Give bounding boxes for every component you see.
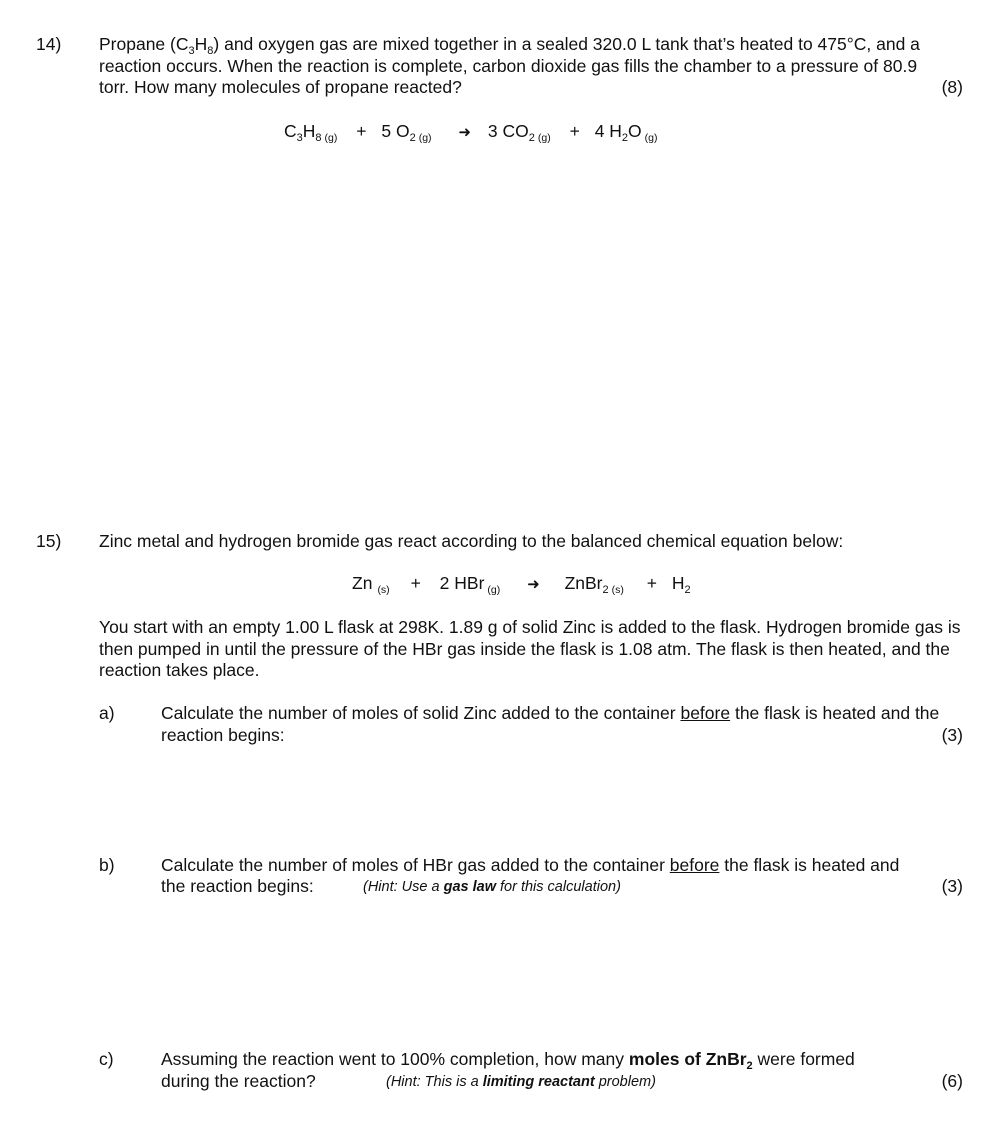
q15c-bold: moles of ZnBr$_2$ [628,1049,753,1072]
q15c-text-line2: during the reaction? [161,1071,316,1091]
q15c-text-line1: Assuming the reaction went to 100% completion, how many moles of ZnBr$_2$ were formed [161,1049,855,1072]
q15-eq-arrow: ➜ [527,576,540,593]
q15c-points: (6) [941,1071,963,1091]
q15a-label: a) [99,703,115,723]
q15b-points: (3) [941,876,963,896]
q15-eq-plus: + [410,573,421,593]
q15b-text-line2: the reaction begins: [161,876,314,896]
q15-equation [352,573,691,596]
q15c-label: c) [99,1049,114,1069]
q15-eq-plus: + [646,573,657,593]
q15-number: 15) [36,531,62,551]
q15b-label: b) [99,855,115,875]
q14-eq-co2: 3 $CO_2$ (g) [487,121,551,144]
q15-setup: You start with an empty 1.00 L flask at 298K. 1.89 g of solid Zinc is added to the flask. Hydrogen bromide gas is then pumped in until the pressure of the HBr gas inside the flask is 1.08 atm. The flask is then heated, and the reaction takes place. [99,617,961,680]
q14-text [99,34,949,99]
q14-text-part: H [194,34,208,54]
q14-equation [284,121,658,144]
q15-eq-hbr: 2 HBr (g) [439,573,501,596]
q15a-points: (3) [941,725,963,745]
q15b-hint: (Hint: Use a gas law for this calculation) [363,879,621,895]
q15b-text-line1: Calculate the number of moles of HBr gas added to the container before the flask is heated and [161,855,900,875]
q14-eq-oxygen: 5 $O_2$ (g) [381,121,432,144]
q15a-text: Calculate the number of moles of solid Zinc added to the container before the flask is heated and the reaction begins: [161,703,940,745]
q14-sub-8: 8 [207,45,214,57]
q14-eq-propane: $C_3H_8$ (g) [284,121,338,144]
q15-eq-h2: $H_2$ [671,573,691,596]
q14-eq-water: 4 $H_2O$ (g) [594,121,658,144]
q15a-underline: before [680,703,731,723]
q14-eq-plus: + [356,121,367,141]
q15-intro: Zinc metal and hydrogen bromide gas react according to the balanced chemical equation below: [99,531,844,551]
q15b-underline: before [669,855,720,875]
q14-sub-3: 3 [188,45,195,57]
q14-text-part: Propane (C [99,34,189,54]
q15-eq-znbr2: ZnBr$_2$ (s) [564,573,624,596]
q15c-hint: (Hint: This is a limiting reactant problem) [386,1074,656,1090]
q14-eq-arrow: ➜ [458,124,471,141]
q14-text-part: ) and oxygen gas are mixed together in a sealed 320.0 L tank that’s heated to 475°C, and a reaction occurs. When the reaction is complete, carbon dioxide gas fills the chamber to a pressure of 80.9 torr. How many molecules of propane reacted? [99,34,920,97]
q14-number: 14) [36,34,62,54]
q15-eq-zinc: Zn (s) [352,573,390,596]
q14-points: (8) [941,77,963,97]
q14-eq-plus: + [569,121,580,141]
